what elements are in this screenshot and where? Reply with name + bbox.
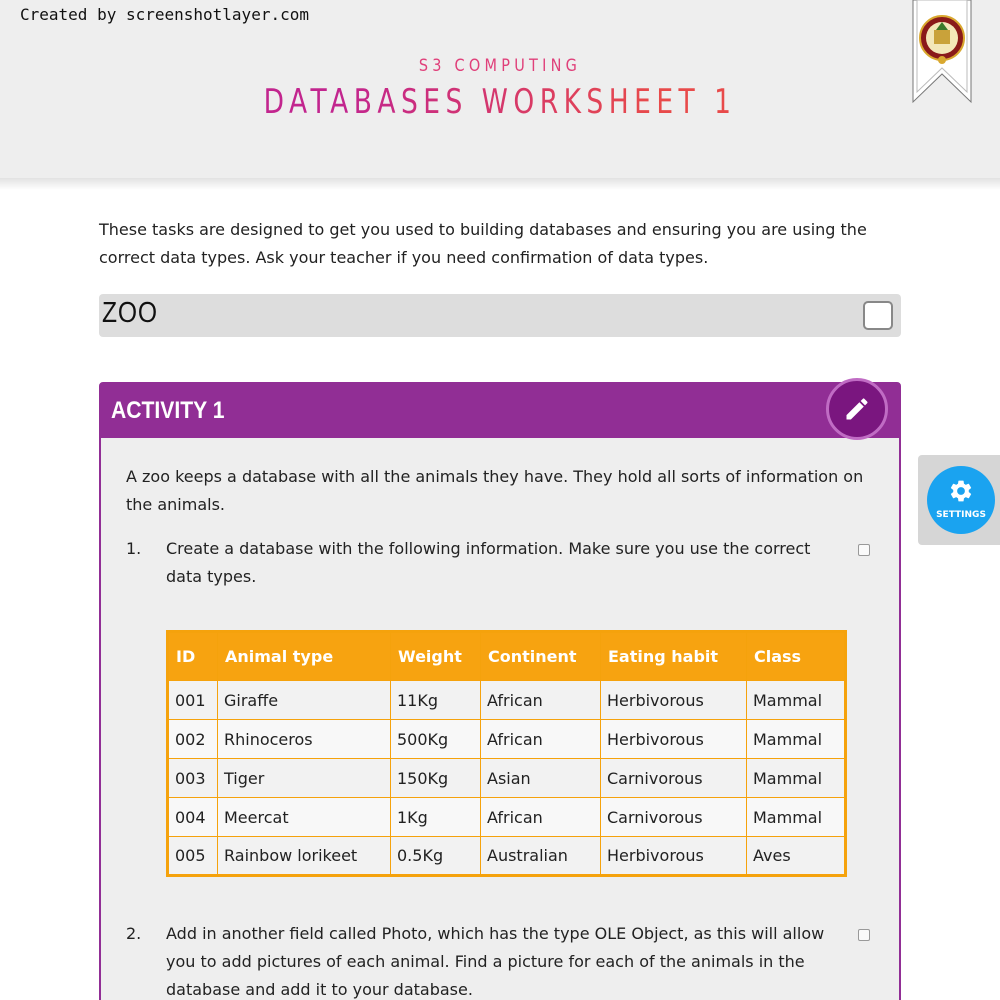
- table-cell: Carnivorous: [601, 759, 747, 798]
- table-cell: 150Kg: [391, 759, 481, 798]
- column-header: Animal type: [218, 632, 391, 681]
- table-cell: Mammal: [747, 720, 846, 759]
- column-header: Weight: [391, 632, 481, 681]
- table-row: [168, 720, 846, 759]
- settings-label: SETTINGS: [936, 510, 986, 520]
- table-row: [168, 681, 846, 720]
- table-cell: Tiger: [218, 759, 391, 798]
- table-cell: Rainbow lorikeet: [218, 837, 391, 876]
- table-cell: African: [481, 681, 601, 720]
- table-cell: Herbivorous: [601, 720, 747, 759]
- credit-text: Created by screenshotlayer.com: [20, 5, 309, 24]
- table-cell: Meercat: [218, 798, 391, 837]
- table-cell: 11Kg: [391, 681, 481, 720]
- table-row: [168, 837, 846, 876]
- column-header: Eating habit: [601, 632, 747, 681]
- table-cell: African: [481, 720, 601, 759]
- table-cell: Aves: [747, 837, 846, 876]
- column-header: Continent: [481, 632, 601, 681]
- section-complete-checkbox[interactable]: [863, 301, 893, 330]
- table-cell: Giraffe: [218, 681, 391, 720]
- edit-button[interactable]: [826, 378, 888, 440]
- school-crest-icon: [912, 0, 972, 104]
- subject-heading: S3 COMPUTING: [418, 56, 582, 76]
- task-text: Create a database with the following information. Make sure you use the correct data types.: [166, 539, 811, 586]
- task-text: Add in another field called Photo, which has the type OLE Object, as this will allow you to add pictures of each animal. Find a picture for each of the animals in the database and add it to your database.: [166, 924, 825, 999]
- table-cell: 001: [168, 681, 218, 720]
- pencil-icon: [843, 395, 871, 423]
- task-checkbox[interactable]: [858, 544, 870, 556]
- page-title: DATABASES WORKSHEET 1: [110, 82, 890, 122]
- table-cell: Rhinoceros: [218, 720, 391, 759]
- settings-button[interactable]: [927, 466, 995, 534]
- intro-paragraph: These tasks are designed to get you used to building databases and ensuring you are using the correct data types. Ask your teacher if you need confirmation of data types.: [99, 220, 867, 267]
- header-shadow: [0, 178, 1000, 190]
- table-cell: Carnivorous: [601, 798, 747, 837]
- table-cell: Herbivorous: [601, 837, 747, 876]
- table-cell: 0.5Kg: [391, 837, 481, 876]
- column-header: Class: [747, 632, 846, 681]
- activity-intro: A zoo keeps a database with all the animals they have. They hold all sorts of information on the animals.: [126, 467, 864, 514]
- table-cell: 1Kg: [391, 798, 481, 837]
- section-bar-zoo: [99, 294, 901, 337]
- task-checkbox[interactable]: [858, 929, 870, 941]
- task-number: 1.: [126, 539, 142, 558]
- gear-icon: [948, 478, 974, 504]
- table-cell: Australian: [481, 837, 601, 876]
- animals-table: [166, 630, 847, 877]
- table-cell: African: [481, 798, 601, 837]
- activity-title: ACTIVITY 1: [111, 397, 225, 424]
- table-cell: 002: [168, 720, 218, 759]
- settings-panel: [918, 455, 1000, 545]
- table-cell: 003: [168, 759, 218, 798]
- table-row: [168, 798, 846, 837]
- task-number: 2.: [126, 924, 142, 943]
- column-header: ID: [168, 632, 218, 681]
- table-cell: Asian: [481, 759, 601, 798]
- table-cell: Mammal: [747, 681, 846, 720]
- table-cell: Herbivorous: [601, 681, 747, 720]
- table-cell: 500Kg: [391, 720, 481, 759]
- page-header: [0, 0, 1000, 180]
- table-cell: Mammal: [747, 759, 846, 798]
- table-cell: 005: [168, 837, 218, 876]
- activity-card: [99, 382, 901, 1000]
- table-row: [168, 759, 846, 798]
- activity-header: [101, 384, 899, 438]
- section-title: ZOO: [102, 297, 158, 329]
- table-header-row: [168, 632, 846, 681]
- table-cell: 004: [168, 798, 218, 837]
- table-cell: Mammal: [747, 798, 846, 837]
